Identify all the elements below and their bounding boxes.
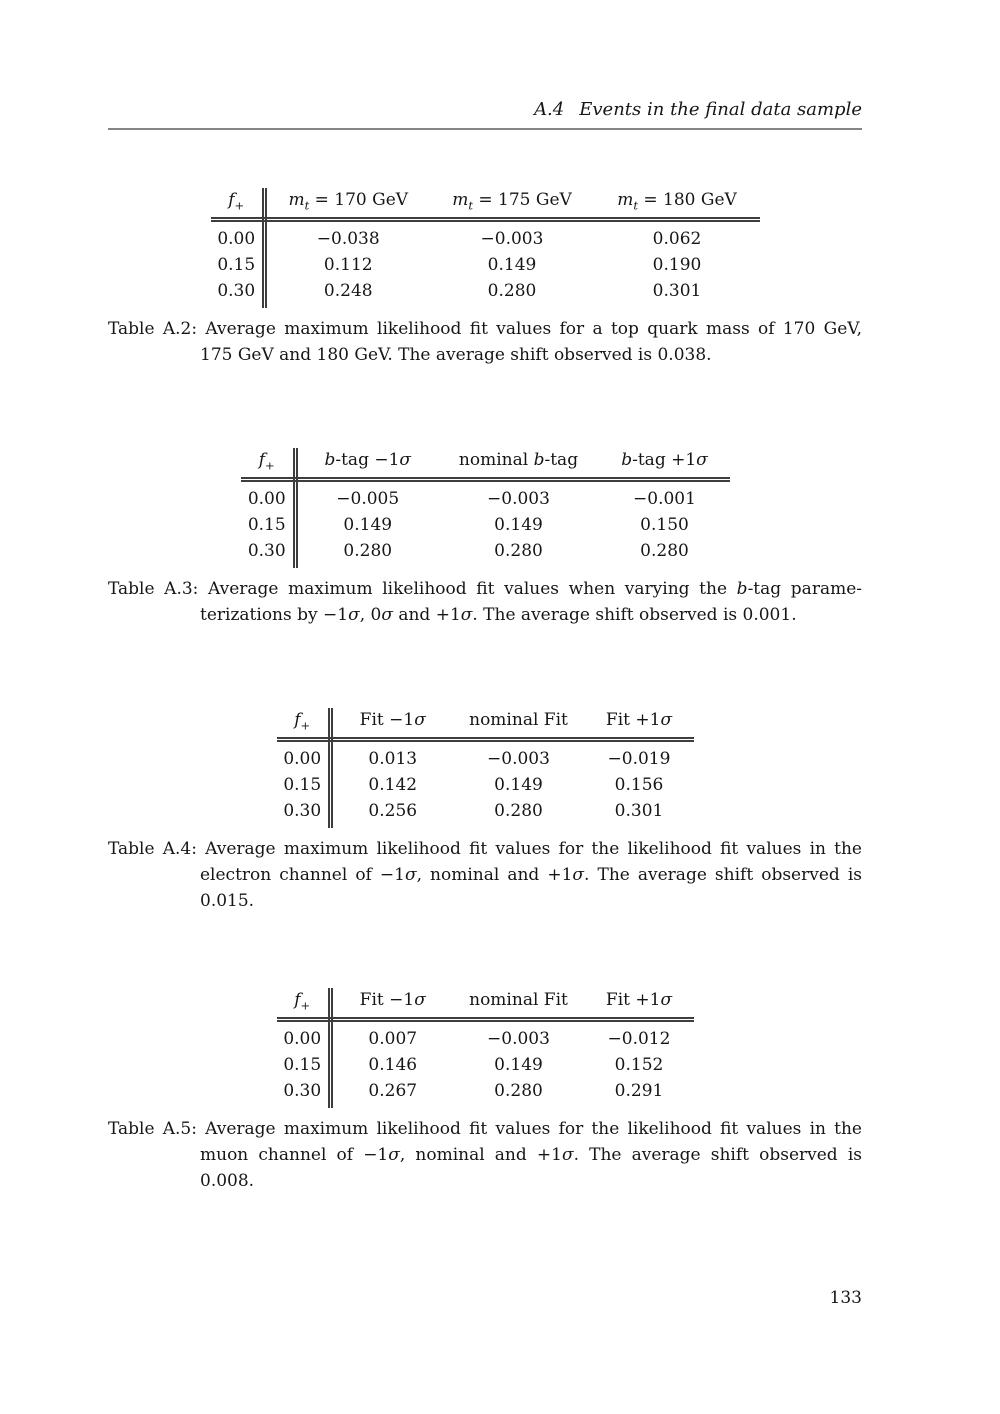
text-run: -tag −1 xyxy=(335,450,400,470)
table-a5-caption xyxy=(108,1116,862,1194)
table-cell: 0.149 xyxy=(494,1055,543,1075)
table-cell: 0.00 xyxy=(277,740,331,773)
table-a2 xyxy=(108,188,862,308)
running-header xyxy=(108,99,862,121)
table-cell: −0.012 xyxy=(607,1029,671,1049)
text-run: t xyxy=(633,198,638,213)
table-cell: −0.001 xyxy=(633,489,696,509)
table-cell: 0.190 xyxy=(652,255,702,275)
text-run: . The average shift observed is xyxy=(584,865,863,885)
table-cell: 0.15 xyxy=(241,512,296,538)
text-run: σ xyxy=(388,1145,400,1165)
column-header xyxy=(585,708,694,740)
text-run: b xyxy=(533,450,545,470)
table-cell: 0.013 xyxy=(368,749,418,769)
table-row xyxy=(277,1078,694,1108)
table-cell: 0.280 xyxy=(640,541,689,561)
caption-line xyxy=(108,342,862,368)
column-header xyxy=(438,448,600,480)
text-run: σ xyxy=(660,710,673,730)
table-row xyxy=(277,1020,694,1053)
table-header-row xyxy=(241,448,730,480)
text-run: -tag parame- xyxy=(747,579,862,599)
text-run: . The average shift observed is xyxy=(573,1145,862,1165)
table-cell: 0.267 xyxy=(368,1081,418,1101)
table-cell: 0.142 xyxy=(368,775,418,795)
table-cell: 0.280 xyxy=(494,541,543,561)
page-number: 133 xyxy=(829,1288,862,1308)
table-row xyxy=(241,480,730,513)
column-header xyxy=(296,448,438,480)
text-run: m xyxy=(452,190,469,210)
text-run: f xyxy=(294,990,301,1010)
running-header-title: Events in the final data sample xyxy=(579,99,862,120)
table-header-row xyxy=(277,988,694,1020)
table-cell: 0.280 xyxy=(487,281,537,301)
text-run: electron channel of −1 xyxy=(200,865,405,885)
text-run: , 0 xyxy=(359,605,382,625)
table-cell: −0.003 xyxy=(487,489,550,509)
column-header xyxy=(277,988,331,1020)
text-run: σ xyxy=(404,865,417,885)
table-row xyxy=(211,278,760,308)
table-cell: 0.112 xyxy=(323,255,373,275)
text-run: b xyxy=(736,579,748,599)
table-a3-caption xyxy=(108,576,862,628)
table-header-row xyxy=(211,188,760,220)
text-run: nominal Fit xyxy=(469,710,568,730)
text-run: σ xyxy=(399,450,412,470)
data-table xyxy=(211,188,760,308)
text-run: = 180 GeV xyxy=(637,190,737,210)
caption-line xyxy=(108,1142,862,1168)
text-run: . The average shift observed is 0.001. xyxy=(472,605,797,625)
text-run: , nominal and +1 xyxy=(399,1145,562,1165)
column-header xyxy=(595,188,760,220)
text-run: -tag xyxy=(544,450,579,470)
table-cell: 0.301 xyxy=(652,281,702,301)
column-header xyxy=(241,448,296,480)
text-run: and +1 xyxy=(392,605,461,625)
text-run: σ xyxy=(414,710,426,730)
text-run: Table A.4: Average maximum likelihood fit values for the likelihood fit values in the xyxy=(108,839,862,859)
table-cell: 0.149 xyxy=(343,515,393,535)
table-a4-caption xyxy=(108,836,862,914)
table-row xyxy=(211,252,760,278)
text-run: 0.008. xyxy=(200,1171,255,1191)
text-run: Fit −1 xyxy=(359,710,415,730)
text-run: muon channel of −1 xyxy=(200,1145,389,1165)
table-cell: 0.301 xyxy=(614,801,664,821)
text-run: Fit −1 xyxy=(359,990,415,1010)
text-run: f xyxy=(228,190,235,210)
column-header xyxy=(277,708,331,740)
header-rule xyxy=(108,128,862,130)
text-run: m xyxy=(288,190,305,210)
table-cell: 0.149 xyxy=(487,255,537,275)
table-cell: 0.280 xyxy=(494,1081,543,1101)
text-run: m xyxy=(617,190,634,210)
text-run: Fit +1 xyxy=(605,990,661,1010)
table-cell: −0.003 xyxy=(487,1029,550,1049)
table-a4 xyxy=(108,708,862,828)
text-run: Table A.5: Average maximum likelihood fit values for the likelihood fit values in the xyxy=(108,1119,862,1139)
data-table xyxy=(277,708,694,828)
column-header xyxy=(600,448,730,480)
table-cell: 0.00 xyxy=(241,480,296,513)
running-header-section: A.4 xyxy=(534,99,565,120)
table-cell: 0.291 xyxy=(614,1081,664,1101)
table-cell: 0.30 xyxy=(241,538,296,568)
table-cell: 0.152 xyxy=(614,1055,664,1075)
table-cell: 0.30 xyxy=(277,1078,331,1108)
text-run: + xyxy=(265,458,275,473)
table-cell: 0.15 xyxy=(277,1052,331,1078)
table-cell: −0.003 xyxy=(480,229,544,249)
text-run: σ xyxy=(414,990,426,1010)
table-cell: −0.003 xyxy=(487,749,550,769)
text-run: -tag +1 xyxy=(632,450,697,470)
table-a3 xyxy=(108,448,862,568)
table-row xyxy=(211,220,760,253)
text-run: σ xyxy=(696,450,708,470)
table-row xyxy=(277,1052,694,1078)
caption-line xyxy=(108,1168,862,1194)
data-table xyxy=(277,988,694,1108)
column-header xyxy=(211,188,265,220)
table-row xyxy=(241,512,730,538)
table-cell: 0.30 xyxy=(211,278,265,308)
caption-line xyxy=(108,576,862,602)
caption-line xyxy=(108,836,862,862)
text-run: Fit +1 xyxy=(605,710,661,730)
table-cell: 0.156 xyxy=(614,775,664,795)
table-cell: 0.146 xyxy=(368,1055,418,1075)
caption-line xyxy=(108,602,862,628)
table-cell: 0.256 xyxy=(368,801,418,821)
table-cell: −0.005 xyxy=(336,489,400,509)
text-run: σ xyxy=(561,1145,574,1165)
text-run: + xyxy=(300,718,311,733)
table-cell: 0.280 xyxy=(343,541,393,561)
text-run: f xyxy=(294,710,301,730)
text-run: 0.015. xyxy=(200,891,255,911)
table-cell: 0.15 xyxy=(277,772,331,798)
text-run: terizations by −1 xyxy=(200,605,349,625)
table-header-row xyxy=(277,708,694,740)
table-cell: 0.150 xyxy=(640,515,689,535)
table-cell: 0.149 xyxy=(494,775,543,795)
text-run: = 175 GeV xyxy=(472,190,572,210)
text-run: b xyxy=(621,450,633,470)
table-a5 xyxy=(108,988,862,1108)
text-run: b xyxy=(324,450,336,470)
column-header xyxy=(265,188,430,220)
text-run: nominal xyxy=(458,450,534,470)
caption-line xyxy=(108,888,862,914)
text-run: f xyxy=(258,450,266,470)
text-run: = 170 GeV xyxy=(309,190,409,210)
text-run: 175 GeV and 180 GeV. The average shift observed is 0.038. xyxy=(200,345,712,365)
table-row xyxy=(277,740,694,773)
caption-line xyxy=(108,316,862,342)
table-cell: 0.007 xyxy=(368,1029,418,1049)
table-cell: 0.062 xyxy=(652,229,702,249)
table-cell: 0.30 xyxy=(277,798,331,828)
text-run: σ xyxy=(660,990,673,1010)
table-row xyxy=(277,798,694,828)
data-table xyxy=(241,448,730,568)
text-run: nominal Fit xyxy=(469,990,568,1010)
table-a2-caption xyxy=(108,316,862,368)
text-run: σ xyxy=(348,605,360,625)
table-cell: 0.15 xyxy=(211,252,265,278)
text-run: + xyxy=(234,198,245,213)
text-run: σ xyxy=(572,865,585,885)
table-cell: 0.280 xyxy=(494,801,543,821)
text-run: t xyxy=(468,198,473,213)
table-cell: 0.00 xyxy=(211,220,265,253)
table-cell: −0.019 xyxy=(607,749,671,769)
column-header xyxy=(331,708,453,740)
column-header xyxy=(430,188,595,220)
column-header xyxy=(453,988,585,1020)
table-row xyxy=(241,538,730,568)
column-header xyxy=(331,988,453,1020)
column-header xyxy=(585,988,694,1020)
caption-line xyxy=(108,1116,862,1142)
table-cell: −0.038 xyxy=(316,229,380,249)
column-header xyxy=(453,708,585,740)
text-run: , nominal and +1 xyxy=(416,865,573,885)
caption-line xyxy=(108,862,862,888)
table-cell: 0.248 xyxy=(323,281,373,301)
text-run: Table A.2: Average maximum likelihood fit values for a top quark mass of 170 GeV, xyxy=(108,319,862,339)
text-run: Table A.3: Average maximum likelihood fit values when varying the xyxy=(108,579,737,599)
table-cell: 0.00 xyxy=(277,1020,331,1053)
text-run: t xyxy=(304,198,310,213)
table-row xyxy=(277,772,694,798)
table-cell: 0.149 xyxy=(494,515,543,535)
text-run: σ xyxy=(381,605,393,625)
text-run: σ xyxy=(460,605,473,625)
text-run: + xyxy=(300,998,311,1013)
